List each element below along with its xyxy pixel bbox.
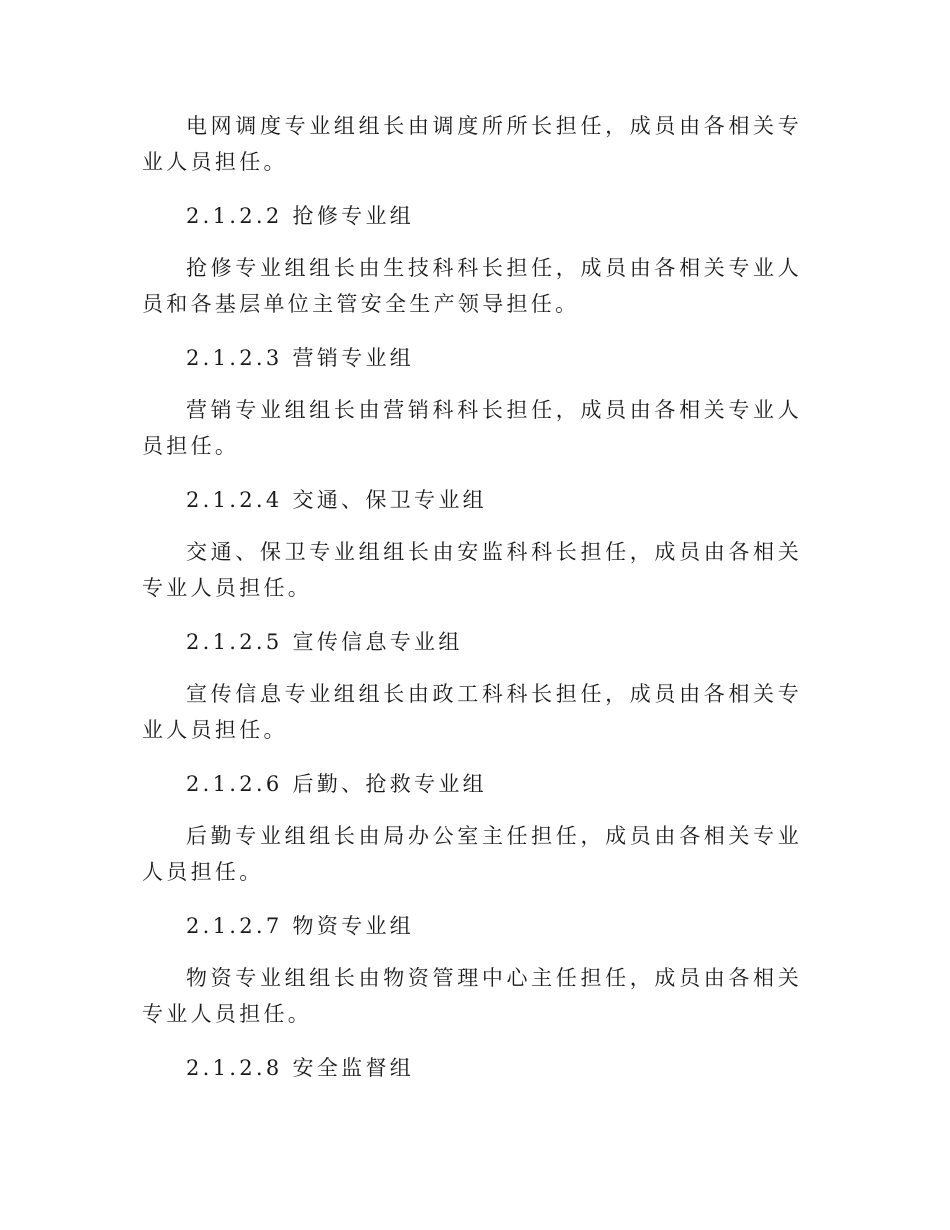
- heading-2-1-2-8: 2.1.2.8 安全监督组: [186, 1056, 415, 1080]
- heading-2-1-2-3: 2.1.2.3 营销专业组: [186, 346, 415, 370]
- paragraph-dispatch-group: 电网调度专业组组长由调度所所长担任，成员由各相关专业人员担任。: [142, 114, 802, 174]
- paragraph-marketing-group: 营销专业组组长由营销科科长担任，成员由各相关专业人员担任。: [142, 398, 802, 458]
- heading-2-1-2-5: 2.1.2.5 宣传信息专业组: [186, 630, 463, 654]
- paragraph-materials-group: 物资专业组组长由物资管理中心主任担任，成员由各相关专业人员担任。: [142, 966, 802, 1026]
- heading-2-1-2-7: 2.1.2.7 物资专业组: [186, 914, 415, 938]
- paragraph-publicity-group: 宣传信息专业组组长由政工科科长担任，成员由各相关专业人员担任。: [142, 682, 802, 742]
- paragraph-logistics-group: 后勤专业组组长由局办公室主任担任，成员由各相关专业人员担任。: [142, 824, 802, 884]
- paragraph-repair-group: 抢修专业组组长由生技科科长担任，成员由各相关专业人员和各基层单位主管安全生产领导担任。: [142, 256, 802, 316]
- heading-2-1-2-4: 2.1.2.4 交通、保卫专业组: [186, 488, 487, 512]
- heading-2-1-2-6: 2.1.2.6 后勤、抢救专业组: [186, 772, 487, 796]
- heading-2-1-2-2: 2.1.2.2 抢修专业组: [186, 204, 415, 228]
- paragraph-traffic-security-group: 交通、保卫专业组组长由安监科科长担任，成员由各相关专业人员担任。: [142, 540, 802, 600]
